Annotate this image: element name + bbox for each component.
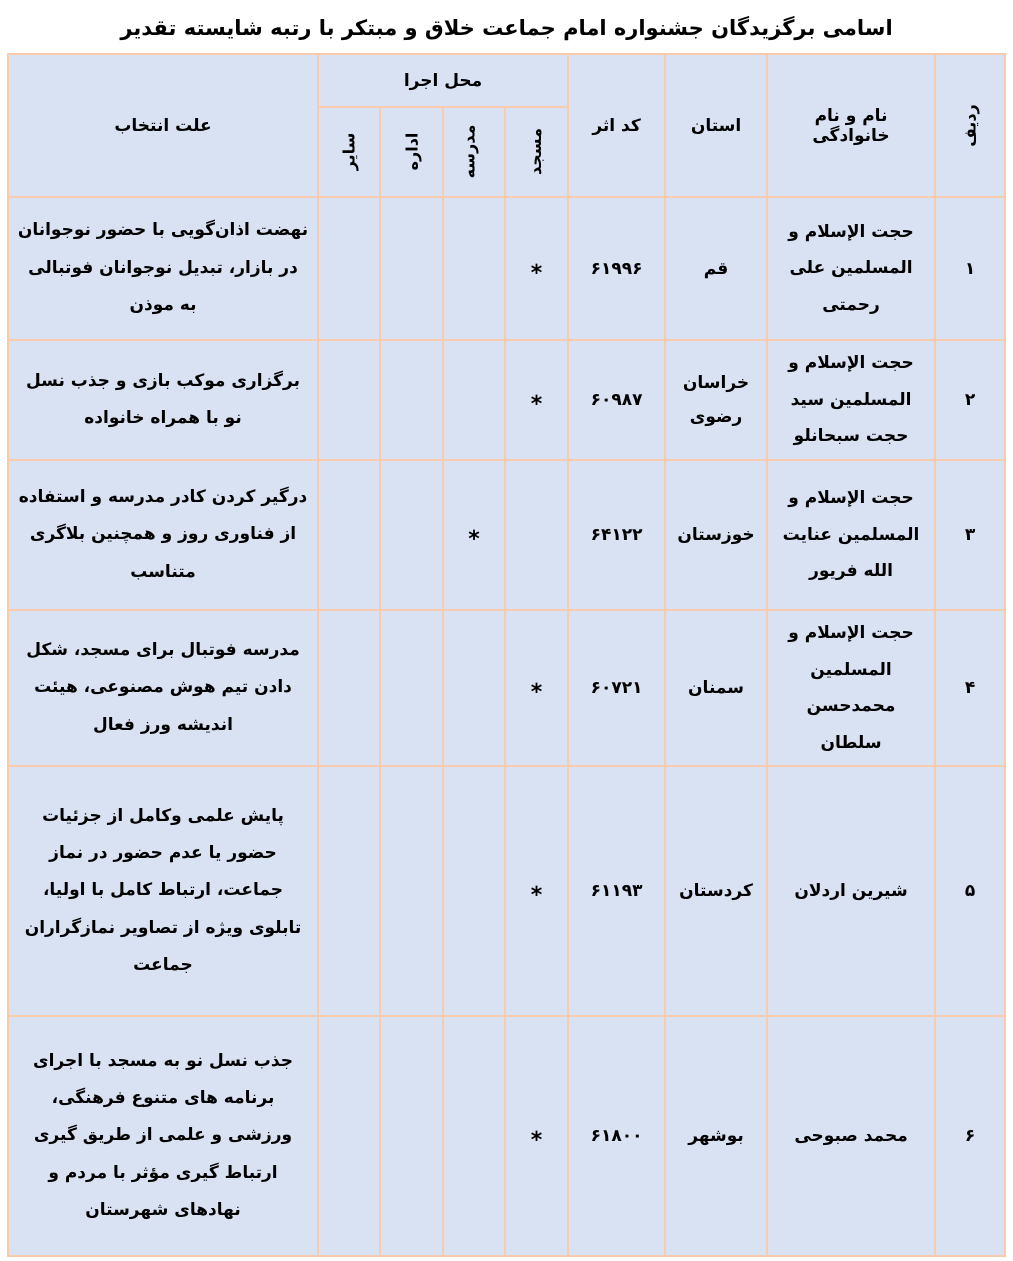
- header-venue-other: [318, 107, 380, 197]
- cell-venue-mosque: [505, 460, 568, 610]
- cell-venue-office: [380, 460, 443, 610]
- cell-venue-mosque: [505, 766, 568, 1016]
- cell-row-number: ۵: [935, 766, 1005, 1016]
- cell-work-code: ۶۰۹۸۷: [568, 340, 665, 460]
- header-venue-other-label: سایر: [339, 132, 359, 171]
- page-title: اسامی برگزیدگان جشنواره امام جماعت خلاق و مبتکر با رتبه شایسته تقدیر: [120, 16, 893, 40]
- cell-full-name: محمد صبوحی: [767, 1016, 935, 1256]
- cell-venue-mosque: [505, 340, 568, 460]
- table-row: [8, 197, 1005, 340]
- cell-reason: درگیر کردن کادر مدرسه و استفاده از فناوری روز و همچنین بلاگری متناسب: [8, 460, 318, 610]
- cell-venue-office: [380, 610, 443, 766]
- cell-venue-other: [318, 1016, 380, 1256]
- table-row: [8, 766, 1005, 1016]
- cell-full-name: حجت الإسلام و المسلمین عنایت الله فریور: [767, 460, 935, 610]
- cell-reason: جذب نسل نو به مسجد با اجرای برنامه های متنوع فرهنگی، ورزشی و علمی از طریق گیری ارتباط گیری مؤثر با مردم و نهادهای شهرستان: [8, 1016, 318, 1256]
- header-province: استان: [665, 54, 767, 197]
- header-radif-label: ردیف: [960, 103, 980, 147]
- table-row: [8, 1016, 1005, 1256]
- header-venue-office: [380, 107, 443, 197]
- cell-work-code: ۶۴۱۲۲: [568, 460, 665, 610]
- cell-row-number: ۱: [935, 197, 1005, 340]
- cell-venue-other: [318, 340, 380, 460]
- cell-venue-mosque: [505, 1016, 568, 1256]
- cell-venue-school: [443, 610, 505, 766]
- cell-venue-school: [443, 1016, 505, 1256]
- cell-venue-school: [443, 766, 505, 1016]
- cell-venue-office: [380, 197, 443, 340]
- cell-reason: نهضت اذان‌گویی با حضور نوجوانان در بازار، تبدیل نوجوانان فوتبالی به موذن: [8, 197, 318, 340]
- cell-work-code: ۶۱۱۹۳: [568, 766, 665, 1016]
- cell-province: خوزستان: [665, 460, 767, 610]
- cell-reason: مدرسه فوتبال برای مسجد، شکل دادن تیم هوش مصنوعی، هیئت اندیشه ورز فعال: [8, 610, 318, 766]
- cell-full-name: حجت الإسلام و المسلمین سید حجت سبحانلو: [767, 340, 935, 460]
- table-header: [8, 54, 1005, 197]
- cell-venue-other: [318, 460, 380, 610]
- cell-full-name: شیرین اردلان: [767, 766, 935, 1016]
- header-venue-school-label: مدرسه: [459, 124, 479, 179]
- cell-venue-other: [318, 766, 380, 1016]
- cell-province: قم: [665, 197, 767, 340]
- cell-work-code: ۶۰۷۲۱: [568, 610, 665, 766]
- cell-full-name: حجت الإسلام و المسلمین علی رحمتی: [767, 197, 935, 340]
- venue-marker: *: [530, 680, 543, 706]
- table-row: [8, 610, 1005, 766]
- cell-venue-mosque: [505, 197, 568, 340]
- cell-province: سمنان: [665, 610, 767, 766]
- header-venue-mosque-label: مسجد: [526, 128, 546, 175]
- cell-reason: برگزاری موکب بازی و جذب نسل نو با همراه خانواده: [8, 340, 318, 460]
- table-row: [8, 340, 1005, 460]
- cell-full-name: حجت الإسلام و المسلمین محمدحسن سلطان: [767, 610, 935, 766]
- venue-marker: *: [530, 392, 543, 417]
- cell-venue-office: [380, 1016, 443, 1256]
- cell-venue-school: [443, 460, 505, 610]
- header-venue-group: محل اجرا: [318, 54, 568, 107]
- cell-venue-school: [443, 340, 505, 460]
- venue-marker: *: [530, 1128, 543, 1154]
- cell-row-number: ۲: [935, 340, 1005, 460]
- header-venue-mosque: [505, 107, 568, 197]
- cell-venue-school: [443, 197, 505, 340]
- cell-row-number: ۶: [935, 1016, 1005, 1256]
- cell-reason: پایش علمی وکامل از جزئیات حضور یا عدم حضور در نماز جماعت، ارتباط کامل با اولیا، تابلوی ویژه از تصاویر نمازگراران جماعت: [8, 766, 318, 1016]
- cell-province: خراسان رضوی: [665, 340, 767, 460]
- header-venue-school: [443, 107, 505, 197]
- venue-marker: *: [530, 883, 543, 909]
- table-row: [8, 460, 1005, 610]
- table-body: [8, 197, 1005, 1256]
- cell-venue-office: [380, 766, 443, 1016]
- cell-venue-mosque: [505, 610, 568, 766]
- cell-venue-office: [380, 340, 443, 460]
- header-reason: علت انتخاب: [8, 54, 318, 197]
- cell-province: بوشهر: [665, 1016, 767, 1256]
- cell-venue-other: [318, 197, 380, 340]
- cell-row-number: ۳: [935, 460, 1005, 610]
- venue-marker: *: [530, 260, 543, 286]
- cell-row-number: ۴: [935, 610, 1005, 766]
- cell-province: کردستان: [665, 766, 767, 1016]
- header-code: کد اثر: [568, 54, 665, 197]
- header-radif: [935, 54, 1005, 197]
- cell-work-code: ۶۱۸۰۰: [568, 1016, 665, 1256]
- header-name: نام و نام خانوادگی: [767, 54, 935, 197]
- venue-marker: *: [468, 527, 480, 552]
- header-venue-office-label: اداره: [402, 132, 422, 171]
- cell-work-code: ۶۱۹۹۶: [568, 197, 665, 340]
- winners-table: [7, 53, 1006, 1257]
- cell-venue-other: [318, 610, 380, 766]
